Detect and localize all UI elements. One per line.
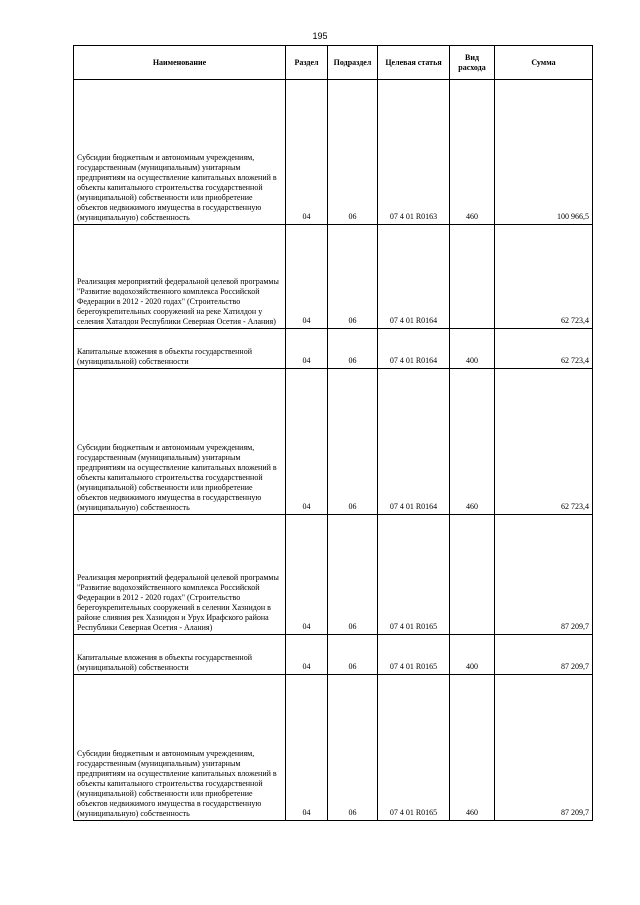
row-section: 04	[286, 329, 328, 369]
header-target-article: Целевая статья	[378, 46, 450, 80]
row-subsection: 06	[328, 329, 378, 369]
table-row	[74, 515, 593, 635]
row-name: Субсидии бюджетным и автономным учреждениям, государственным (муниципальным) унитарным предприятиям на осуществление капитальных вложений в объекты капитального строительства государственной (муниципальной) собственности или приобретение объектов недвижимого имущества в государственную (муниципальную) собственность	[74, 675, 286, 821]
row-expense-type	[450, 225, 495, 329]
row-section: 04	[286, 80, 328, 225]
page-number: 195	[312, 31, 328, 41]
row-amount: 62 723,4	[495, 225, 593, 329]
row-amount: 87 209,7	[495, 515, 593, 635]
row-expense-type: 460	[450, 675, 495, 821]
header-expense-type: Вид расхода	[450, 46, 495, 80]
header-section: Раздел	[286, 46, 328, 80]
table-row	[74, 675, 593, 821]
row-name: Субсидии бюджетным и автономным учреждениям, государственным (муниципальным) унитарным предприятиям на осуществление капитальных вложений в объекты капитального строительства государственной (муниципальной) собственности или приобретение объектов недвижимого имущества в государственную (муниципальную) собственность	[74, 80, 286, 225]
row-subsection: 06	[328, 515, 378, 635]
row-article: 07 4 01 R0165	[378, 675, 450, 821]
row-article: 07 4 01 R0165	[378, 635, 450, 675]
row-amount: 100 966,5	[495, 80, 593, 225]
row-amount: 87 209,7	[495, 635, 593, 675]
table-row	[74, 80, 593, 225]
row-name: Капитальные вложения в объекты государственной (муниципальной) собственности	[74, 635, 286, 675]
row-expense-type: 460	[450, 80, 495, 225]
row-amount: 87 209,7	[495, 675, 593, 821]
row-name: Реализация мероприятий федеральной целевой программы "Развитие водохозяйственного комплекса Российской Федерации в 2012 - 2020 годах" (Строительство берегоукрепительных сооружений в селении Хазнидон в районе слияния рек Хазнидон и Урух Ирафского района Республики Северная Осетия - Алания)	[74, 515, 286, 635]
table-row	[74, 369, 593, 515]
row-amount: 62 723,4	[495, 329, 593, 369]
table-row	[74, 635, 593, 675]
header-name: Наименование	[74, 46, 286, 80]
row-expense-type: 400	[450, 635, 495, 675]
row-subsection: 06	[328, 80, 378, 225]
row-article: 07 4 01 R0164	[378, 329, 450, 369]
row-article: 07 4 01 R0163	[378, 80, 450, 225]
row-subsection: 06	[328, 635, 378, 675]
budget-table	[73, 45, 593, 821]
row-expense-type	[450, 515, 495, 635]
row-section: 04	[286, 225, 328, 329]
row-expense-type: 400	[450, 329, 495, 369]
row-article: 07 4 01 R0164	[378, 225, 450, 329]
table-row	[74, 329, 593, 369]
row-article: 07 4 01 R0165	[378, 515, 450, 635]
row-section: 04	[286, 675, 328, 821]
row-subsection: 06	[328, 225, 378, 329]
row-article: 07 4 01 R0164	[378, 369, 450, 515]
table-header-row	[74, 46, 593, 80]
row-section: 04	[286, 515, 328, 635]
row-expense-type: 460	[450, 369, 495, 515]
row-section: 04	[286, 635, 328, 675]
row-name: Субсидии бюджетным и автономным учреждениям, государственным (муниципальным) унитарным предприятиям на осуществление капитальных вложений в объекты капитального строительства государственной (муниципальной) собственности или приобретение объектов недвижимого имущества в государственную (муниципальную) собственность	[74, 369, 286, 515]
row-amount: 62 723,4	[495, 369, 593, 515]
row-section: 04	[286, 369, 328, 515]
row-subsection: 06	[328, 369, 378, 515]
row-name: Капитальные вложения в объекты государственной (муниципальной) собственности	[74, 329, 286, 369]
row-name: Реализация мероприятий федеральной целевой программы "Развитие водохозяйственного комплекса Российской Федерации в 2012 - 2020 годах" (Строительство берегоукрепительных сооружений на реке Хатилдон у селения Хаталдон Республики Северная Осетия - Алания)	[74, 225, 286, 329]
row-subsection: 06	[328, 675, 378, 821]
table-row	[74, 225, 593, 329]
header-subsection: Подраздел	[328, 46, 378, 80]
header-amount: Сумма	[495, 46, 593, 80]
